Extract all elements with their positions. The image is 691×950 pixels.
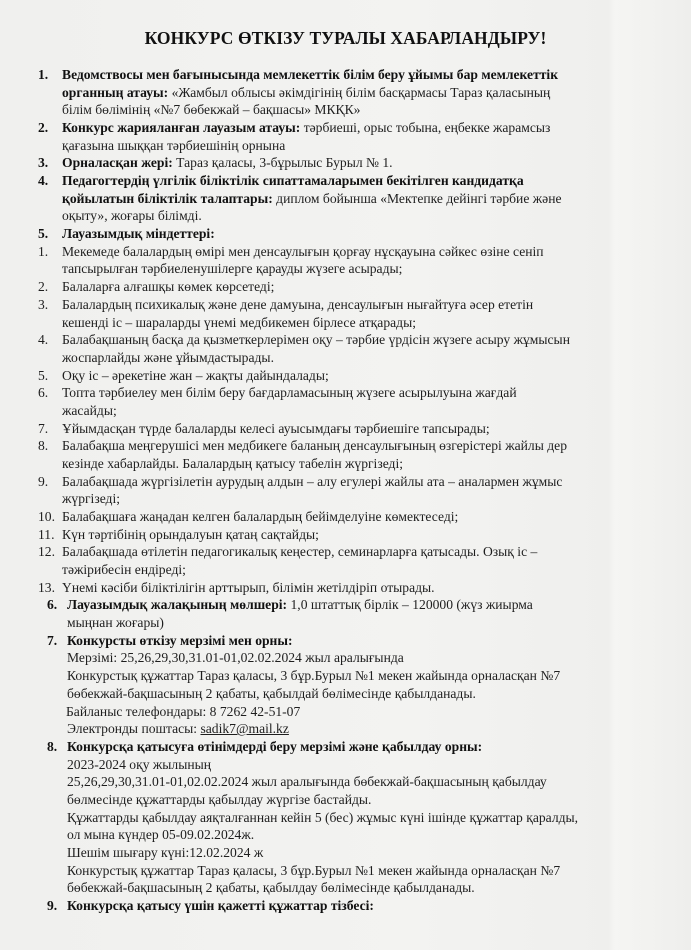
duty-item-4-cont: жоспарлайды және ұйымдастырады. [62,349,274,365]
duty-item-6: 6. Топта тәрбиелеу мен білім беру бағдарламасының жүзеге асырылуына жағдай [38,385,517,401]
section-8-line2: 25,26,29,30,31.01-01,02.02.2024 жыл аралығында бөбекжай-бақшасының қабылдау [67,774,547,790]
section-4-line3: оқыту», жоғары білімді. [62,208,202,224]
section-7-phone: Байланыс телефондары: 8 7262 42-51-07 [66,703,301,719]
duty-item-4: 4. Балабақшаның басқа да қызметкерлерімен оқу – тәрбие үрдісін жүзеге асыру жұмысын [38,332,570,348]
section-8-line5: ол мына күндер 05-09.02.2024ж. [67,827,255,843]
duty-item-3: 3. Балалардың психикалық және дене дамуына, денсаулығын нығайтуға әсер ететін [38,296,534,312]
document-title: КОНКУРС ӨТКІЗУ ТУРАЛЫ ХАБАРЛАНДЫРУ! [144,28,547,48]
section-3-heading: 3. Орналасқан жері: Тараз қаласы, 3-бұрылыс Бурыл № 1. [38,155,393,171]
duty-item-1-cont: тапсырылған тәрбиеленушілерге қарауды жүзеге асырады; [62,261,403,277]
section-7-line2: Конкурстық құжаттар Тараз қаласы, 3 бұр.Бурыл №1 мекен жайында орналасқан №7 [67,668,561,684]
duty-item-6-cont: жасайды; [62,402,117,418]
section-2-line2: қағазына шыққан тәрбиешінің орнына [62,137,286,153]
duty-item-5: 5. Оқу іс – әрекетіне жан – жақты дайындалады; [38,367,329,383]
duty-item-12-cont: тәжірибесін ендіреді; [62,562,186,578]
section-7-heading: 7. Конкурсты өткізу мерзімі мен орны: [47,632,293,648]
duty-item-8-cont: кезінде хабарлайды. Балалардың қатысу табелін жүргізеді; [62,455,404,471]
duty-item-12: 12. Балабақшада өтілетін педагогикалық кеңестер, семинарларға қатысады. Озық іс – [38,544,538,560]
section-7-email-line: Электронды поштасы: sadik7@mail.kz [67,721,289,737]
duty-item-9: 9. Балабақшада жүргізілетін аурудың алдын – алу егулері жайлы ата – аналармен жұмыс [38,473,563,489]
section-1-line2: органның атауы: «Жамбыл облысы әкімдігінің білім басқармасы Тараз қаласының [62,84,551,100]
duty-item-11: 11. Күн тәртібінің орындалуын қатаң сақтайды; [38,526,319,542]
section-6-line2: мыңнан жоғары) [67,615,164,631]
duty-item-1: 1. Мекемеде балалардың өмірі мен денсаулығын қорғау нұсқауына сәйкес өзіне сеніп [38,243,544,259]
duty-item-8: 8. Балабақша меңгерушісі мен медбикеге баланың денсаулығының өзгерістері жайлы дер [38,438,567,454]
section-4-heading: 4. Педагогтердің үлгілік біліктілік сипаттамаларымен бекітілген кандидатқа [38,173,524,189]
duty-item-13: 13. Үнемі кәсіби біліктілігін арттырып, білімін жетілдіріп отырады. [38,579,435,595]
section-8-line4: Құжаттарды қабылдау аяқталғаннан кейін 5 (бес) жұмыс күні ішінде құжаттар қаралды, [67,809,579,825]
section-8-line8: бөбекжай-бақшасының 2 қабаты, қабылдау бөлімесінде қабылданады. [67,880,475,896]
section-8-line7: Конкурстық құжаттар Тараз қаласы, 3 бұр.Бурыл №1 мекен жайында орналасқан №7 [67,862,561,878]
email-link[interactable]: sadik7@mail.kz [200,721,289,737]
section-1-heading: 1. Ведомствосы мен бағынысында мемлекеттік білім беру ұйымы бар мемлекеттік [38,67,559,82]
duty-item-7: 7. Ұйымдасқан түрде балаларды келесі ауысымдағы тәрбиешіге тапсырады; [38,420,490,436]
duty-item-2: 2. Балаларға алғашқы көмек көрсетеді; [38,279,275,295]
section-8-line6: Шешім шығару күні:12.02.2024 ж [67,844,264,860]
section-8-heading: 8. Конкурсқа қатысуға өтінімдерді беру мерзімі және қабылдау орны: [47,738,483,754]
section-9-heading: 9. Конкурсқа қатысу үшін қажетті құжаттар тізбесі: [47,898,374,913]
section-1-line3: білім бөлімінің «№7 бөбекжай – бақшасы» МКҚК» [62,102,361,118]
section-8-line1: 2023-2024 оқу жылының [67,756,212,772]
duty-item-3-cont: кешенді іс – шараларды үнемі медбикемен бірлесе атқарады; [62,314,416,330]
section-7-line3: бөбекжай-бақшасының 2 қабаты, қабылдай бөлімесінде қабылданады. [67,685,476,701]
duty-item-9-cont: жүргізеді; [62,491,121,507]
duty-item-10: 10. Балабақшаға жаңадан келген балалардың бейімделуіне көмектеседі; [38,509,459,525]
section-4-line2: қойылатын біліктілік талаптары: диплом бойынша «Мектепке дейінгі тәрбие және [62,190,562,206]
section-5-heading: 5. Лауазымдық міндеттері: [38,226,215,242]
section-6-heading: 6. Лауазымдық жалақының мөлшері: 1,0 штаттық бірлік – 120000 (жүз жиырма [47,597,533,613]
section-2-heading: 2. Конкурс жарияланған лауазым атауы: тәрбиеші, орыс тобына, еңбекке жарамсыз [38,120,551,136]
section-8-line3: бөлмесінде құжаттарды қабылдау жүргізе бастайды. [67,791,372,807]
section-7-line1: Мерзімі: 25,26,29,30,31.01-01,02.02.2024 жыл аралығында [67,650,404,666]
